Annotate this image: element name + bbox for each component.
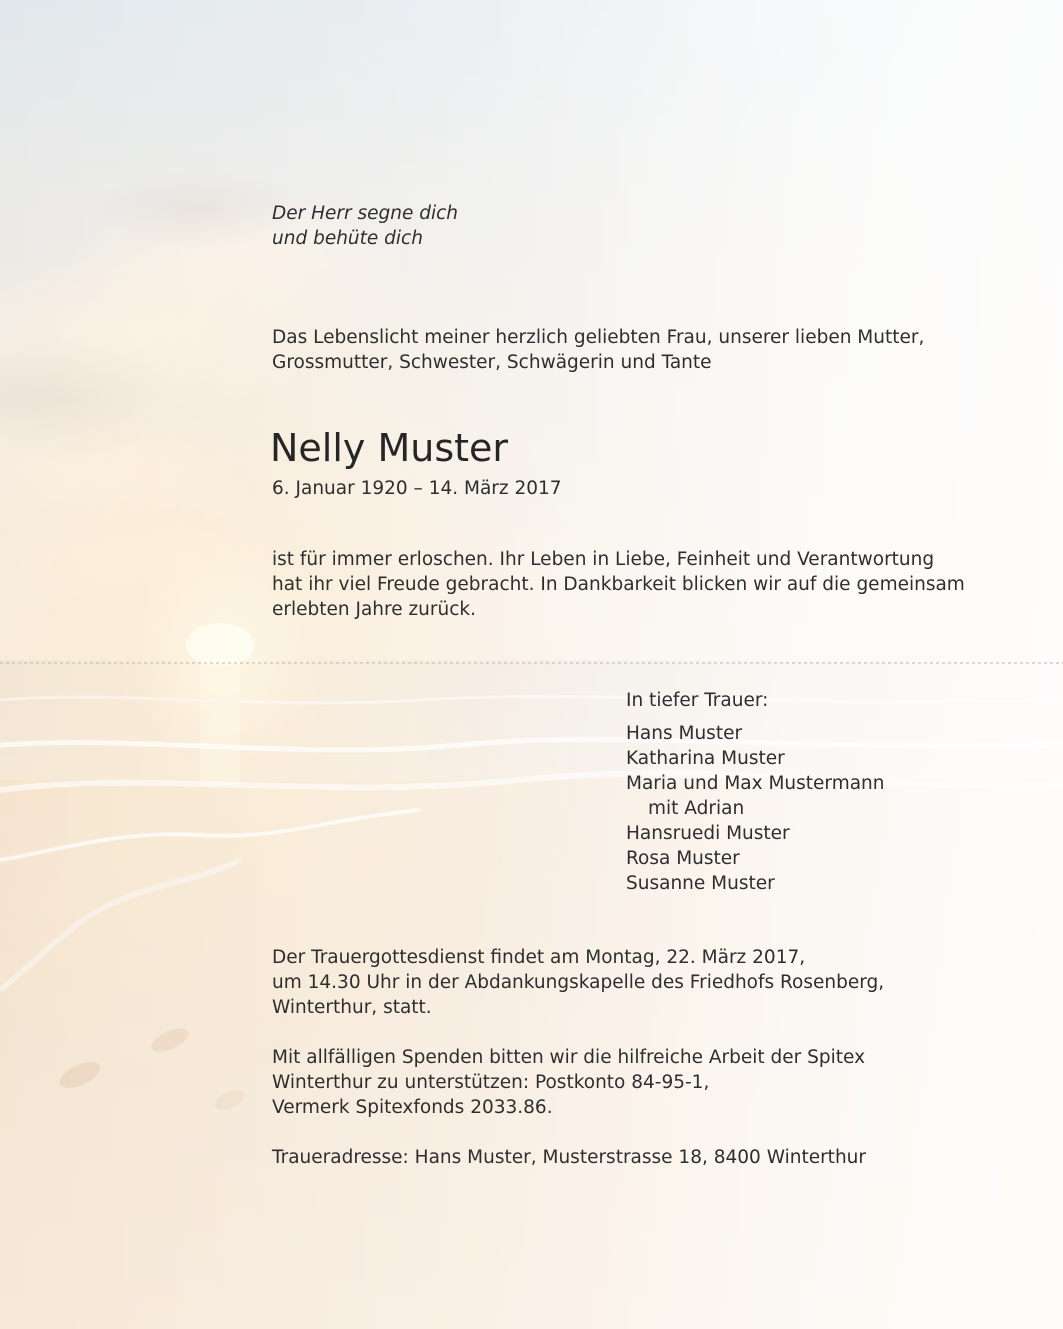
- deceased-name: Nelly Muster: [270, 426, 509, 470]
- service-line: Der Trauergottesdienst findet am Montag, 22. März 2017,: [272, 947, 806, 968]
- donations-line: Mit allfälligen Spenden bitten wir die hilfreiche Arbeit der Spitex: [272, 1047, 866, 1068]
- tribute-line: ist für immer erloschen. Ihr Leben in Liebe, Feinheit und Verantwortung: [272, 549, 935, 570]
- motto: [272, 201, 458, 251]
- tribute-line: erlebten Jahre zurück.: [272, 599, 477, 620]
- mourner-name: Rosa Muster: [626, 848, 740, 869]
- mourner-name: Katharina Muster: [626, 748, 785, 769]
- mourner-name: mit Adrian: [648, 798, 745, 819]
- donations-info: [272, 1045, 865, 1120]
- motto-line: Der Herr segne dich: [272, 203, 459, 224]
- mourner-name: Maria und Max Mustermann: [626, 773, 885, 794]
- mourners-heading: In tiefer Trauer:: [626, 690, 769, 711]
- service-line: Winterthur, statt.: [272, 997, 432, 1018]
- tribute-line: hat ihr viel Freude gebracht. In Dankbarkeit blicken wir auf die gemeinsam: [272, 574, 965, 595]
- intro-line: Grossmutter, Schwester, Schwägerin und Tante: [272, 352, 712, 373]
- intro-text: [272, 325, 924, 375]
- donations-line: Vermerk Spitexfonds 2033.86.: [272, 1097, 553, 1118]
- motto-line: und behüte dich: [272, 228, 423, 249]
- mourner-name: Hansruedi Muster: [626, 823, 790, 844]
- life-dates: 6. Januar 1920 – 14. März 2017: [272, 478, 562, 499]
- mourner-name: Hans Muster: [626, 723, 743, 744]
- donations-line: Winterthur zu unterstützen: Postkonto 84-95-1,: [272, 1072, 710, 1093]
- intro-line: Das Lebenslicht meiner herzlich geliebten Frau, unserer lieben Mutter,: [272, 327, 925, 348]
- service-line: um 14.30 Uhr in der Abdankungskapelle des Friedhofs Rosenberg,: [272, 972, 885, 993]
- mourning-address: Traueradresse: Hans Muster, Musterstrasse 18, 8400 Winterthur: [272, 1147, 866, 1168]
- service-info: [272, 945, 884, 1020]
- tribute-text: [272, 547, 965, 622]
- mourners-list: [626, 688, 885, 896]
- mourner-name: Susanne Muster: [626, 873, 775, 894]
